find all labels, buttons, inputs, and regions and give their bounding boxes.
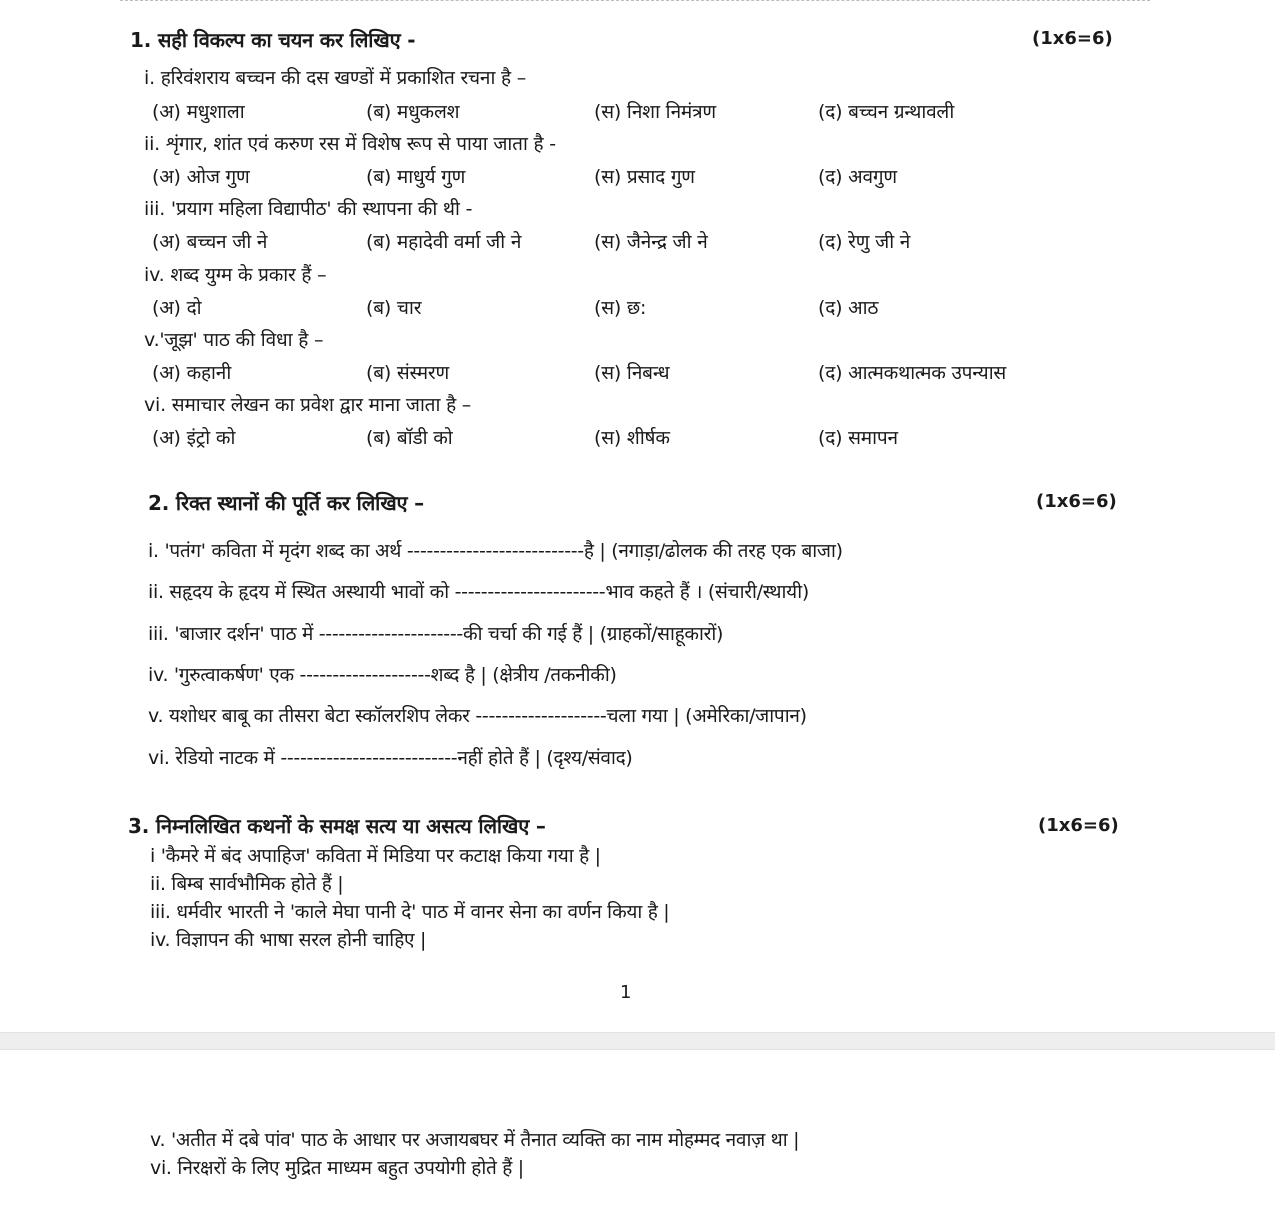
true-false-item: iii. धर्मवीर भारती ने 'काले मेघा पानी दे' पाठ में वानर सेना का वर्णन किया है | (150, 901, 670, 923)
mcq-option: (द) आठ (818, 297, 879, 319)
fill-blank-item: iii. 'बाजार दर्शन' पाठ में ----------------------की चर्चा की गई हैं | (ग्राहकों/साहूकारों) (148, 623, 724, 645)
mcq-option: (द) बच्चन ग्रन्थावली (818, 101, 955, 123)
mcq-option: (स) प्रसाद गुण (594, 166, 695, 188)
page-2 (0, 1050, 1275, 1206)
mcq-option: (द) अवगुण (818, 166, 897, 188)
true-false-item: vi. निरक्षरों के लिए मुद्रित माध्यम बहुत उपयोगी होते हैं | (150, 1157, 524, 1179)
mcq-question-3: iii. 'प्रयाग महिला विद्यापीठ' की स्थापना की थी - (144, 198, 473, 220)
true-false-item: iv. विज्ञापन की भाषा सरल होनी चाहिए | (150, 929, 427, 951)
mcq-option: (अ) बच्चन जी ने (152, 231, 268, 253)
mcq-option: (ब) संस्मरण (366, 362, 450, 384)
mcq-question-4: iv. शब्द युग्म के प्रकार हैं – (144, 264, 327, 286)
mcq-question-2: ii. शृंगार, शांत एवं करुण रस में विशेष रूप से पाया जाता है - (144, 133, 556, 155)
true-false-item: v. 'अतीत में दबे पांव' पाठ के आधार पर अजायबघर में तैनात व्यक्ति का नाम मोहम्मद नवाज़ था | (150, 1129, 800, 1151)
fill-blank-item: ii. सहृदय के हृदय में स्थित अस्थायी भावों को -----------------------भाव कहते हैं । (संचारी/स्थायी) (148, 581, 809, 603)
mcq-option: (ब) माधुर्य गुण (366, 166, 466, 188)
mcq-option: (स) शीर्षक (594, 427, 670, 449)
mcq-option: (स) छ: (594, 297, 647, 319)
mcq-option: (अ) इंट्रो को (152, 427, 236, 449)
true-false-item: ii. बिम्ब सार्वभौमिक होते हैं | (150, 873, 344, 895)
mcq-question-5: v.'जूझ' पाठ की विधा है – (144, 329, 324, 351)
mcq-option: (द) समापन (818, 427, 898, 449)
fill-blank-item: vi. रेडियो नाटक में ---------------------------नहीं होते हैं | (दृश्य/संवाद) (148, 747, 633, 769)
mcq-option: (ब) बॉडी को (366, 427, 453, 449)
mcq-option: (अ) ओज गुण (152, 166, 250, 188)
mcq-option: (स) निशा निमंत्रण (594, 101, 716, 123)
page-top-rule (120, 0, 1150, 2)
section1-heading: 1. सही विकल्प का चयन कर लिखिए - (130, 28, 416, 52)
mcq-option: (ब) महादेवी वर्मा जी ने (366, 231, 522, 253)
true-false-item: i 'कैमरे में बंद अपाहिज' कविता में मिडिया पर कटाक्ष किया गया है | (150, 845, 601, 867)
mcq-option: (द) आत्मकथात्मक उपन्यास (818, 362, 1007, 384)
fill-blank-item: iv. 'गुरुत्वाकर्षण' एक --------------------शब्द है | (क्षेत्रीय /तकनीकी) (148, 664, 617, 686)
mcq-option: (स) जैनेन्द्र जी ने (594, 231, 708, 253)
mcq-option: (ब) चार (366, 297, 422, 319)
mcq-option: (द) रेणु जी ने (818, 231, 911, 253)
mcq-option: (अ) दो (152, 297, 202, 319)
mcq-question-1: i. हरिवंशराय बच्चन की दस खण्डों में प्रकाशित रचना है – (144, 67, 527, 89)
section3-heading: 3. निम्नलिखित कथनों के समक्ष सत्य या असत्य लिखिए – (128, 814, 546, 838)
mcq-option: (स) निबन्ध (594, 362, 670, 384)
page-separator (0, 1032, 1275, 1050)
section2-marks: (1x6=6) (1036, 491, 1117, 512)
mcq-option: (ब) मधुकलश (366, 101, 460, 123)
section3-marks: (1x6=6) (1038, 815, 1119, 836)
mcq-option: (अ) मधुशाला (152, 101, 245, 123)
mcq-option: (अ) कहानी (152, 362, 232, 384)
mcq-question-6: vi. समाचार लेखन का प्रवेश द्वार माना जाता है – (144, 394, 472, 416)
section1-marks: (1x6=6) (1032, 28, 1113, 49)
fill-blank-item: v. यशोधर बाबू का तीसरा बेटा स्कॉलरशिप लेकर --------------------चला गया | (अमेरिका/जापान) (148, 705, 807, 727)
page-number: 1 (620, 982, 632, 1003)
section2-heading: 2. रिक्त स्थानों की पूर्ति कर लिखिए – (148, 491, 424, 515)
fill-blank-item: i. 'पतंग' कविता में मृदंग शब्द का अर्थ ---------------------------है | (नगाड़ा/ढोलक की तरह एक बाजा) (148, 540, 843, 562)
